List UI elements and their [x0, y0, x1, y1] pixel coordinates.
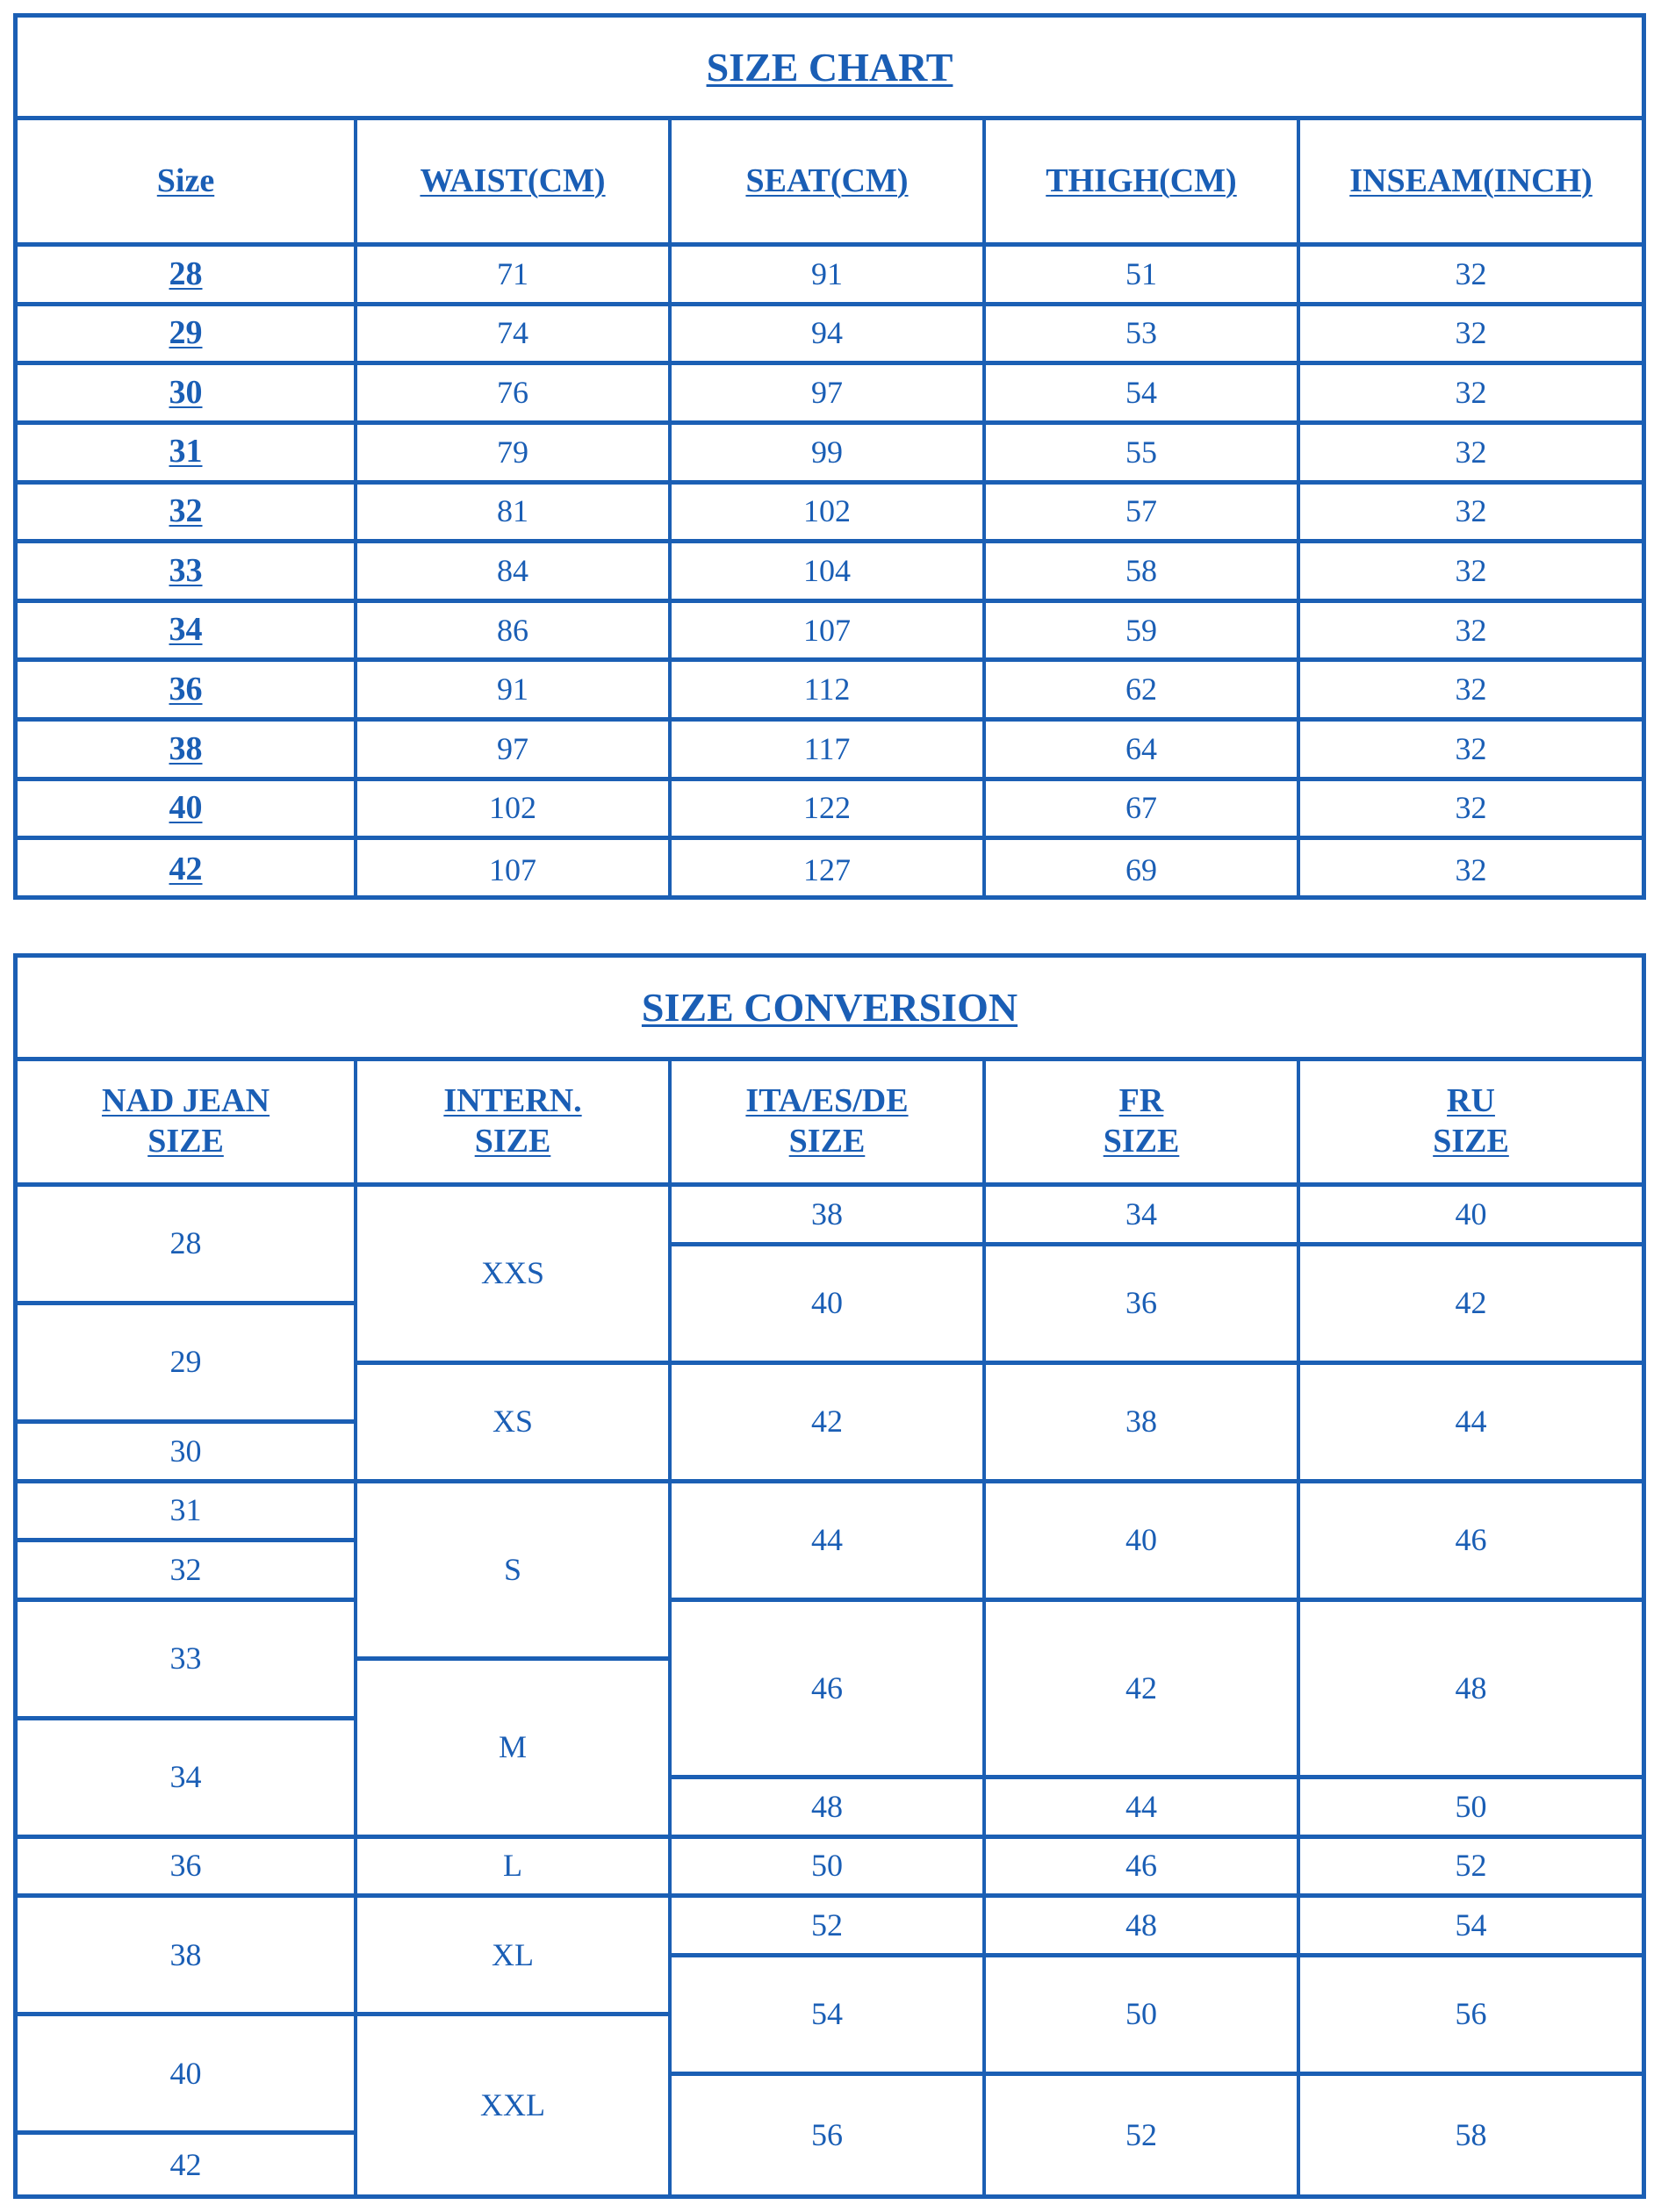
thigh-value-cell: 53	[986, 306, 1300, 366]
nad-jean-size-cell: 31	[18, 1483, 357, 1543]
ru-size-cell: 52	[1300, 1839, 1642, 1899]
size-label-cell: 40	[18, 781, 357, 841]
size-label-cell: 34	[18, 603, 357, 663]
ru-size-cell: 50	[1300, 1779, 1642, 1839]
header-line: SIZE	[1433, 1123, 1509, 1160]
seat-value-cell: 91	[672, 247, 986, 306]
header-line: SIZE	[788, 1123, 866, 1160]
thigh-value-cell: 59	[986, 603, 1300, 663]
header-line: SIZE	[474, 1123, 551, 1160]
ru-size-cell: 40	[1300, 1187, 1642, 1246]
thigh-value-cell: 58	[986, 543, 1300, 603]
header-size: Size	[18, 120, 357, 247]
size-conversion-header-row	[18, 1061, 1642, 1187]
ru-size-cell: 48	[1300, 1602, 1642, 1780]
seat-value-cell: 94	[672, 306, 986, 366]
inseam-value-cell: 32	[1300, 781, 1642, 841]
size-label-cell: 42	[18, 840, 357, 900]
header-line: ITA/ES/DE	[745, 1082, 909, 1120]
header-line: SIZE	[147, 1123, 224, 1160]
ita-es-de-size-cell: 46	[672, 1602, 986, 1780]
header-line: NAD JEAN	[101, 1082, 270, 1120]
waist-value-cell: 71	[357, 247, 672, 306]
fr-size-cell: 34	[986, 1187, 1300, 1246]
inseam-value-cell: 32	[1300, 485, 1642, 544]
header-seat: SEAT(CM)	[672, 120, 986, 247]
size-label-cell: 29	[18, 306, 357, 366]
inseam-value-cell: 32	[1300, 306, 1642, 366]
header-line: FR	[1118, 1082, 1164, 1120]
seat-value-cell: 99	[672, 425, 986, 485]
seat-value-cell: 104	[672, 543, 986, 603]
header-ita-es-de-size	[672, 1061, 986, 1187]
thigh-value-cell: 67	[986, 781, 1300, 841]
waist-value-cell: 91	[357, 662, 672, 722]
inseam-value-cell: 32	[1300, 425, 1642, 485]
fr-size-cell: 36	[986, 1246, 1300, 1365]
ita-es-de-size-cell: 54	[672, 1957, 986, 2076]
thigh-value-cell: 62	[986, 662, 1300, 722]
waist-value-cell: 97	[357, 722, 672, 781]
fr-size-cell: 40	[986, 1483, 1300, 1602]
seat-value-cell: 102	[672, 485, 986, 544]
size-label-cell: 32	[18, 485, 357, 544]
ita-es-de-size-cell: 50	[672, 1839, 986, 1899]
size-label-cell: 36	[18, 662, 357, 722]
intern-size-cell: M	[357, 1661, 672, 1839]
intern-size-cell: XL	[357, 1898, 672, 2016]
size-chart-body	[18, 247, 1642, 900]
ita-es-de-size-cell: 48	[672, 1779, 986, 1839]
header-fr-size	[986, 1061, 1300, 1187]
seat-value-cell: 127	[672, 840, 986, 900]
ita-es-de-size-cell: 42	[672, 1365, 986, 1483]
size-chart-table	[13, 13, 1646, 900]
waist-value-cell: 79	[357, 425, 672, 485]
waist-value-cell: 102	[357, 781, 672, 841]
nad-jean-size-cell: 33	[18, 1602, 357, 1720]
waist-value-cell: 86	[357, 603, 672, 663]
header-nad-jean-size	[18, 1061, 357, 1187]
fr-size-cell: 48	[986, 1898, 1300, 1957]
nad-jean-size-cell: 32	[18, 1542, 357, 1602]
nad-jean-size-cell: 38	[18, 1898, 357, 2016]
ru-size-cell: 58	[1455, 2116, 1487, 2152]
thigh-value-cell: 64	[986, 722, 1300, 781]
thigh-value-cell: 54	[986, 365, 1300, 425]
inseam-value-cell: 32	[1455, 851, 1487, 887]
fr-size-cell: 52	[986, 2076, 1300, 2194]
ita-es-de-size-cell: 56	[672, 2076, 986, 2194]
seat-value-cell: 97	[672, 365, 986, 425]
ita-es-de-size-cell: 52	[672, 1898, 986, 1957]
thigh-value-cell: 69	[986, 840, 1300, 900]
size-chart-header-row	[18, 120, 1642, 247]
header-line: SIZE	[1103, 1123, 1180, 1160]
waist-value-cell: 107	[357, 840, 672, 900]
thigh-value-cell: 55	[986, 425, 1300, 485]
nad-jean-size-cell: 34	[18, 1720, 357, 1839]
size-conversion-title: SIZE CONVERSION	[18, 958, 1642, 1061]
header-waist: WAIST(CM)	[357, 120, 672, 247]
size-label-cell: 33	[18, 543, 357, 603]
waist-value-cell: 81	[357, 485, 672, 544]
inseam-value-cell: 32	[1300, 722, 1642, 781]
ru-size-cell: 56	[1300, 1957, 1642, 2076]
size-label-cell: 38	[18, 722, 357, 781]
ru-size-cell: 46	[1300, 1483, 1642, 1602]
header-thigh: THIGH(CM)	[986, 120, 1300, 247]
size-label-cell: 30	[18, 365, 357, 425]
header-intern-size	[357, 1061, 672, 1187]
intern-size-cell: S	[357, 1483, 672, 1662]
size-conversion-table	[13, 953, 1646, 2199]
thigh-value-cell: 51	[986, 247, 1300, 306]
ita-es-de-size-cell: 38	[672, 1187, 986, 1246]
size-conversion-body	[18, 1187, 1642, 2194]
waist-value-cell: 76	[357, 365, 672, 425]
nad-jean-size-cell: 42	[18, 2135, 357, 2194]
intern-size-cell: XS	[357, 1365, 672, 1483]
ru-size-cell: 54	[1300, 1898, 1642, 1957]
waist-value-cell: 84	[357, 543, 672, 603]
inseam-value-cell: 32	[1300, 662, 1642, 722]
ru-size-cell: 44	[1300, 1365, 1642, 1483]
ita-es-de-size-cell: 40	[672, 1246, 986, 1365]
header-line: INTERN.	[443, 1082, 582, 1120]
inseam-value-cell: 32	[1300, 247, 1642, 306]
intern-size-cell: L	[357, 1839, 672, 1899]
seat-value-cell: 122	[672, 781, 986, 841]
nad-jean-size-cell: 40	[18, 2016, 357, 2135]
seat-value-cell: 107	[672, 603, 986, 663]
size-label-cell: 31	[18, 425, 357, 485]
fr-size-cell: 42	[986, 1602, 1300, 1780]
intern-size-cell: XXL	[357, 2016, 672, 2194]
thigh-value-cell: 57	[986, 485, 1300, 544]
size-label-cell: 28	[18, 247, 357, 306]
fr-size-cell: 46	[986, 1839, 1300, 1899]
inseam-value-cell: 32	[1300, 365, 1642, 425]
ita-es-de-size-cell: 44	[672, 1483, 986, 1602]
size-chart-title: SIZE CHART	[18, 18, 1642, 120]
nad-jean-size-cell: 30	[18, 1424, 357, 1483]
header-ru-size	[1300, 1061, 1642, 1187]
nad-jean-size-cell: 29	[18, 1305, 357, 1424]
nad-jean-size-cell: 36	[18, 1839, 357, 1899]
fr-size-cell: 38	[986, 1365, 1300, 1483]
seat-value-cell: 112	[672, 662, 986, 722]
inseam-value-cell: 32	[1300, 603, 1642, 663]
fr-size-cell: 44	[986, 1779, 1300, 1839]
intern-size-cell: XXS	[357, 1187, 672, 1365]
header-inseam: INSEAM(INCH)	[1300, 120, 1642, 247]
header-line: RU	[1447, 1082, 1495, 1120]
ru-size-cell: 42	[1300, 1246, 1642, 1365]
seat-value-cell: 117	[672, 722, 986, 781]
nad-jean-size-cell: 28	[18, 1187, 357, 1305]
fr-size-cell: 50	[986, 1957, 1300, 2076]
inseam-value-cell: 32	[1300, 543, 1642, 603]
waist-value-cell: 74	[357, 306, 672, 366]
